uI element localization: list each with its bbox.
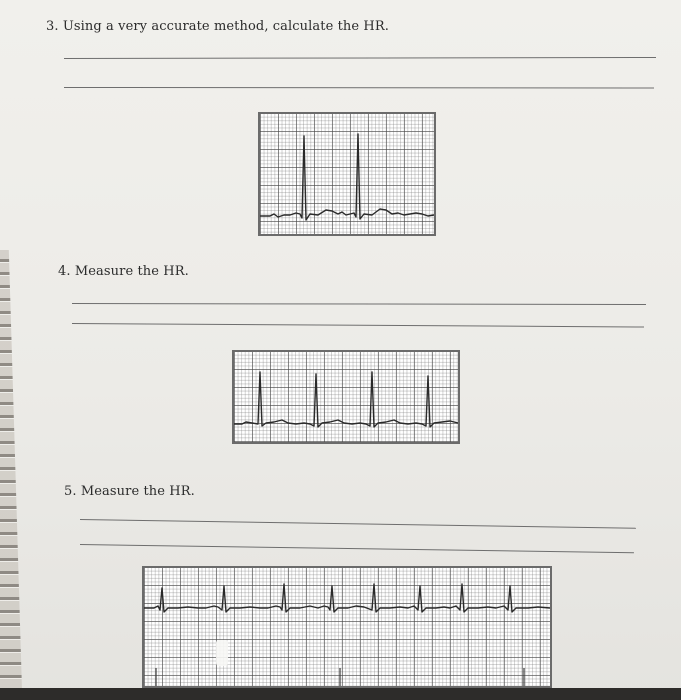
- ecg-trace-question-4: [234, 372, 458, 427]
- question-5-label: 5. Measure the HR.: [64, 484, 195, 499]
- page-bottom-edge: [0, 688, 681, 700]
- question-3-label: 3. Using a very accurate method, calculate the HR.: [46, 19, 389, 34]
- ecg-strip-question-3: [258, 112, 436, 236]
- ecg-strip-question-5: [142, 566, 552, 688]
- ecg-strip-question-4: [232, 350, 460, 444]
- scan-glare: [216, 640, 228, 666]
- question-4-label: 4. Measure the HR.: [58, 264, 189, 279]
- ecg-trace-question-3: [260, 134, 434, 220]
- ecg-trace-question-5: [144, 584, 550, 612]
